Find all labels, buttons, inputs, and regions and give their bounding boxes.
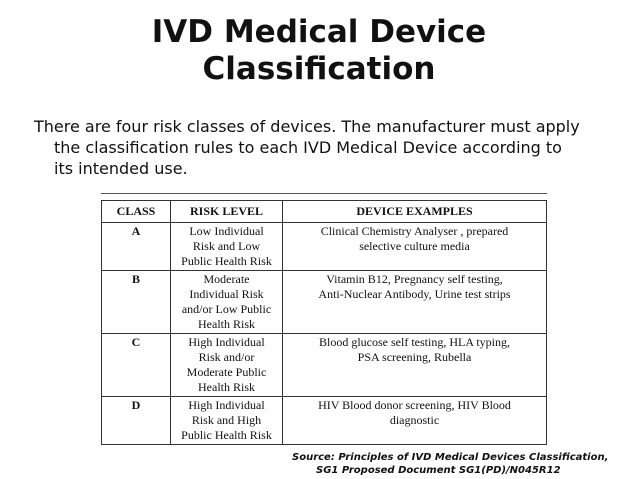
risk-cell	[171, 397, 283, 445]
intro-line-3: its intended use.	[54, 159, 188, 178]
risk-line: High Individual	[188, 335, 265, 349]
class-cell: C	[102, 334, 171, 397]
risk-line: High Individual	[188, 398, 265, 412]
source-line-2: SG1 Proposed Document SG1(PD)/N045R12	[316, 465, 561, 476]
table-row	[102, 397, 547, 445]
examples-cell	[283, 223, 547, 271]
example-line: Clinical Chemistry Analyser , prepared	[320, 224, 509, 238]
classification-table	[101, 200, 547, 445]
header-risk-level: RISK LEVEL	[171, 201, 283, 223]
header-device-examples: DEVICE EXAMPLES	[283, 201, 547, 223]
risk-cell	[171, 334, 283, 397]
source-line-1: Source: Principles of IVD Medical Devices Classification,	[292, 452, 609, 463]
examples-cell	[283, 397, 547, 445]
intro-line-1: There are four risk classes of devices. The manufacturer must apply	[34, 117, 580, 136]
risk-line: and/or Low Public	[181, 302, 272, 316]
risk-line: Risk and High	[191, 413, 262, 427]
table-row	[102, 271, 547, 334]
example-line: Anti-Nuclear Antibody, Urine test strips	[318, 287, 511, 301]
example-line: diagnostic	[389, 413, 440, 427]
example-line: Vitamin B12, Pregnancy self testing,	[326, 272, 503, 286]
slide-title	[0, 14, 638, 88]
risk-line: Public Health Risk	[181, 428, 272, 442]
risk-cell	[171, 223, 283, 271]
source-citation	[292, 451, 612, 477]
example-line: PSA screening, Rubella	[357, 350, 472, 364]
risk-line: Public Health Risk	[181, 254, 272, 268]
risk-cell	[171, 271, 283, 334]
intro-line-2: the classification rules to each IVD Medical Device according to	[54, 138, 562, 157]
header-class: CLASS	[102, 201, 171, 223]
risk-line: Low Individual	[189, 224, 264, 238]
table-row	[102, 223, 547, 271]
class-cell: D	[102, 397, 171, 445]
class-cell: B	[102, 271, 171, 334]
intro-paragraph	[34, 116, 619, 179]
class-cell: A	[102, 223, 171, 271]
example-line: Blood glucose self testing, HLA typing,	[319, 335, 510, 349]
table-header-row	[102, 201, 547, 223]
risk-line: Individual Risk	[189, 287, 264, 301]
risk-line: Health Risk	[198, 317, 255, 331]
risk-line: Moderate Public	[186, 365, 267, 379]
examples-cell	[283, 271, 547, 334]
risk-line: Risk and/or	[198, 350, 255, 364]
risk-line: Moderate	[203, 272, 250, 286]
risk-line: Risk and Low	[192, 239, 261, 253]
slide-title-line-2: Classification	[202, 51, 436, 87]
risk-line: Health Risk	[198, 380, 255, 394]
example-line: selective culture media	[359, 239, 470, 253]
example-line: HIV Blood donor screening, HIV Blood	[318, 398, 511, 412]
table-row	[102, 334, 547, 397]
examples-cell	[283, 334, 547, 397]
slide-title-line-1: IVD Medical Device	[151, 14, 487, 50]
